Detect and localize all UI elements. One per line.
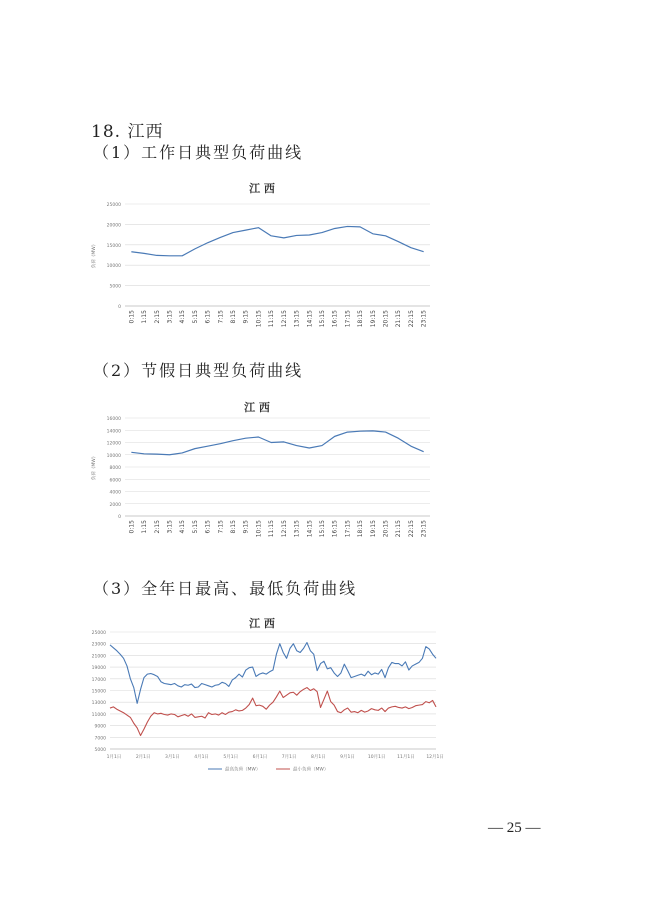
x-tick-label: 13:15 xyxy=(293,520,301,538)
x-tick-label: 5:15 xyxy=(191,310,199,324)
x-tick-label: 22:15 xyxy=(407,520,415,538)
x-tick-label: 12:15 xyxy=(280,310,288,328)
x-tick-label: 22:15 xyxy=(407,310,415,328)
x-tick-label: 6:15 xyxy=(204,520,212,534)
x-tick-label: 10:15 xyxy=(255,310,263,328)
x-tick-label: 19:15 xyxy=(369,310,377,328)
x-tick-label: 16:15 xyxy=(331,310,339,328)
series-line-1 xyxy=(131,226,423,255)
x-tick-label: 7:15 xyxy=(217,310,225,324)
x-tick-label: 0:15 xyxy=(128,520,136,534)
x-tick-label: 11:15 xyxy=(268,310,276,328)
x-tick-label: 1:15 xyxy=(141,520,149,534)
x-tick-label: 23:15 xyxy=(420,310,428,328)
y-tick-label: 7000 xyxy=(94,736,106,742)
section-title: 18. 江西 xyxy=(91,122,164,142)
x-tick-label: 16:15 xyxy=(331,520,339,538)
x-tick-label: 20:15 xyxy=(382,520,390,538)
x-tick-label: 14:15 xyxy=(306,520,314,538)
x-tick-label: 3月1日 xyxy=(165,755,180,760)
x-tick-label: 9:15 xyxy=(242,310,250,324)
x-tick-label: 9月1日 xyxy=(340,755,355,760)
y-tick-label: 14000 xyxy=(106,429,121,435)
x-tick-label: 4:15 xyxy=(179,310,187,324)
x-tick-label: 18:15 xyxy=(357,310,365,328)
y-tick-label: 13000 xyxy=(91,701,106,707)
x-tick-label: 12月1日 xyxy=(426,755,444,760)
x-tick-label: 5月1日 xyxy=(223,755,239,760)
x-tick-label: 2:15 xyxy=(153,310,161,324)
x-tick-label: 4:15 xyxy=(179,520,187,534)
subsection-title-annual: （3）全年日最高、最低负荷曲线 xyxy=(93,579,358,598)
x-tick-label: 10月1日 xyxy=(367,755,386,760)
x-tick-label: 0:15 xyxy=(128,310,136,324)
y-axis-label: 负荷（MW） xyxy=(92,241,97,269)
x-tick-label: 21:15 xyxy=(395,310,403,328)
x-tick-label: 10:15 xyxy=(255,520,263,538)
y-axis-label: 负荷（MW） xyxy=(92,453,97,481)
x-tick-label: 8:15 xyxy=(230,520,238,534)
y-tick-label: 19000 xyxy=(91,666,106,672)
x-tick-label: 3:15 xyxy=(166,310,174,324)
y-tick-label: 4000 xyxy=(109,490,121,496)
x-tick-label: 11月1日 xyxy=(397,755,415,760)
y-tick-label: 9000 xyxy=(94,724,106,730)
legend-label: 最高负荷（MW） xyxy=(225,767,261,773)
x-tick-label: 18:15 xyxy=(357,520,365,538)
x-tick-label: 6月1日 xyxy=(252,755,268,760)
x-tick-label: 2:15 xyxy=(153,520,161,534)
legend-label: 最小负荷（MW） xyxy=(293,767,329,773)
y-tick-label: 8000 xyxy=(109,466,121,471)
x-tick-label: 7:15 xyxy=(217,520,225,534)
x-tick-label: 1:15 xyxy=(141,310,149,324)
y-tick-label: 20000 xyxy=(106,223,121,229)
chart-title: 江 西 xyxy=(244,401,270,414)
x-tick-label: 11:15 xyxy=(268,520,276,538)
y-tick-label: 15000 xyxy=(91,689,106,695)
x-tick-label: 1月1日 xyxy=(106,755,122,760)
x-tick-label: 20:15 xyxy=(382,310,390,328)
y-tick-label: 5000 xyxy=(94,748,106,753)
x-tick-label: 12:15 xyxy=(280,520,288,538)
workday-load-chart xyxy=(80,178,450,338)
y-tick-label: 25000 xyxy=(106,203,121,208)
y-tick-label: 10000 xyxy=(106,264,121,270)
y-tick-label: 6000 xyxy=(109,478,121,484)
x-tick-label: 8月1日 xyxy=(310,755,326,760)
chart-title: 江 西 xyxy=(249,182,275,195)
y-tick-label: 23000 xyxy=(91,642,106,648)
x-tick-label: 4月1日 xyxy=(194,755,209,760)
x-tick-label: 13:15 xyxy=(293,310,301,328)
y-tick-label: 16000 xyxy=(106,417,121,422)
annual-max-min-load-chart xyxy=(90,612,450,782)
x-tick-label: 7月1日 xyxy=(281,755,297,760)
x-tick-label: 17:15 xyxy=(344,310,352,328)
y-tick-label: 0 xyxy=(118,515,121,520)
y-tick-label: 17000 xyxy=(91,677,106,683)
y-tick-label: 12000 xyxy=(106,441,121,447)
y-tick-label: 2000 xyxy=(109,502,121,508)
x-tick-label: 3:15 xyxy=(166,520,174,534)
x-tick-label: 17:15 xyxy=(344,520,352,538)
subsection-title-workday: （1）工作日典型负荷曲线 xyxy=(93,143,304,162)
series-line-1 xyxy=(110,643,436,704)
holiday-load-chart xyxy=(80,398,450,558)
y-tick-label: 15000 xyxy=(106,243,121,249)
y-tick-label: 5000 xyxy=(109,284,121,290)
x-tick-label: 8:15 xyxy=(230,310,238,324)
x-tick-label: 23:15 xyxy=(420,520,428,538)
x-tick-label: 2月1日 xyxy=(135,755,151,760)
y-tick-label: 11000 xyxy=(91,712,106,718)
x-tick-label: 15:15 xyxy=(318,310,326,328)
x-tick-label: 14:15 xyxy=(306,310,314,328)
page-number: — 25 — xyxy=(488,820,541,836)
x-tick-label: 15:15 xyxy=(318,520,326,538)
series-line-2 xyxy=(110,688,436,736)
y-tick-label: 25000 xyxy=(91,631,106,636)
series-line-1 xyxy=(131,431,423,455)
y-tick-label: 21000 xyxy=(91,654,106,660)
y-tick-label: 0 xyxy=(118,305,121,310)
x-tick-label: 6:15 xyxy=(204,310,212,324)
x-tick-label: 9:15 xyxy=(242,520,250,534)
x-tick-label: 19:15 xyxy=(369,520,377,538)
subsection-title-holiday: （2）节假日典型负荷曲线 xyxy=(93,361,304,380)
x-tick-label: 5:15 xyxy=(191,520,199,534)
x-tick-label: 21:15 xyxy=(395,520,403,538)
y-tick-label: 10000 xyxy=(106,453,121,459)
chart-title: 江 西 xyxy=(249,617,275,630)
